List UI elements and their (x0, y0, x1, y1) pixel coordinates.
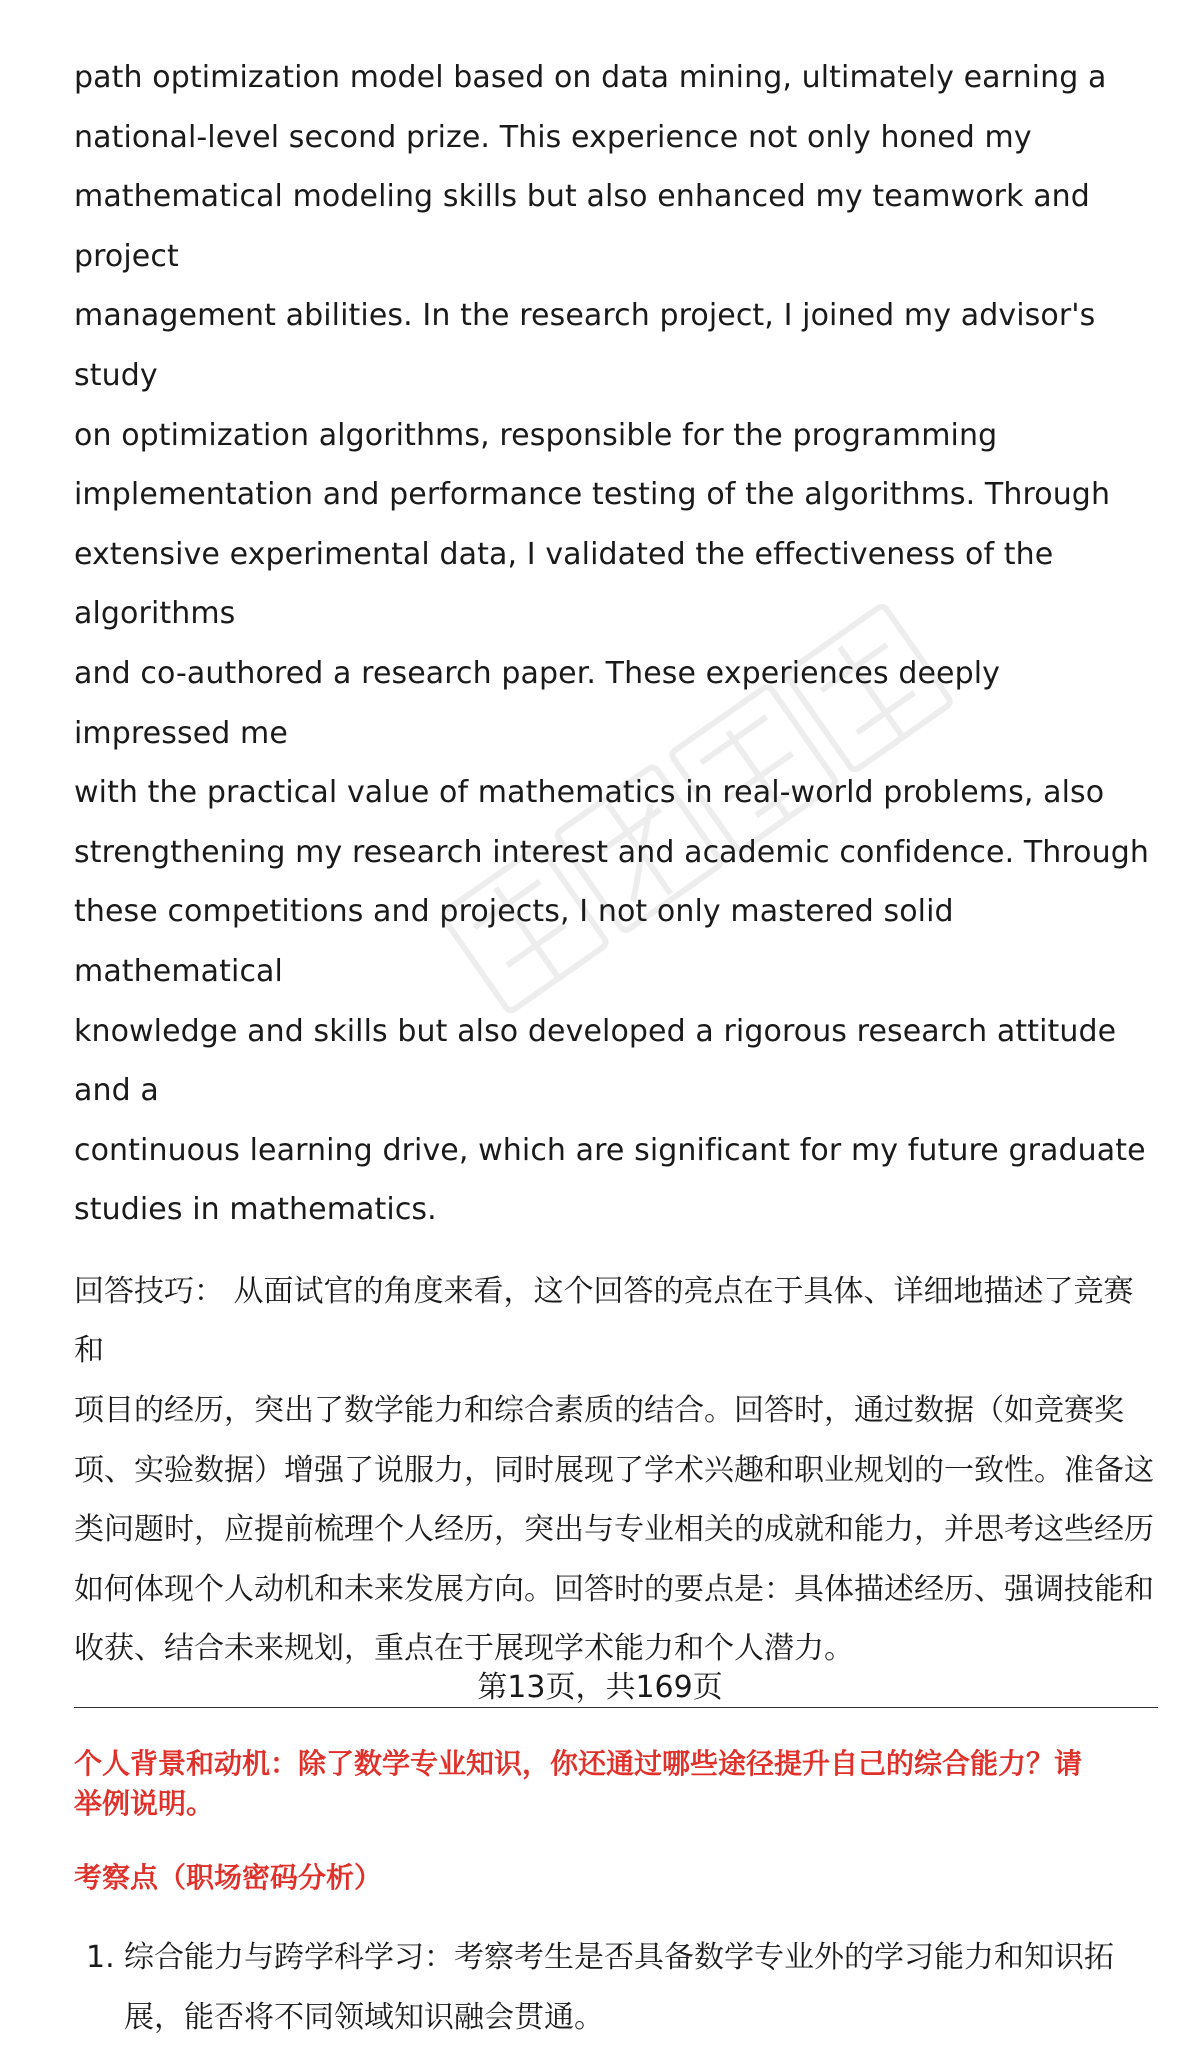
list-item (74, 1928, 1158, 2047)
tip-line: 项、实验数据）增强了说服力，同时展现了学术兴趣和职业规划的一致性。准备这 (74, 1452, 1154, 1488)
paragraph-line: and co-authored a research paper. These experiences deeply impressed me (74, 655, 1001, 751)
list-item-number: 1. (86, 1940, 115, 1976)
answer-paragraph (74, 48, 1158, 1240)
tip-line: 收获、结合未来规划，重点在于展现学术能力和个人潜力。 (74, 1631, 854, 1667)
assessment-points-list (74, 1928, 1158, 2047)
list-item-line: 展，能否将不同领域知识融会贯通。 (124, 1999, 604, 2035)
paragraph-line: with the practical value of mathematics in real-world problems, also (74, 775, 1105, 811)
tip-line: 项目的经历，突出了数学能力和综合素质的结合。回答时，通过数据（如竞赛奖 (74, 1393, 1124, 1429)
list-item-line: 综合能力与跨学科学习：考察考生是否具备数学专业外的学习能力和知识拓 (124, 1940, 1114, 1976)
answer-tips-paragraph (74, 1262, 1158, 1679)
paragraph-line: path optimization model based on data mining, ultimately earning a (74, 60, 1107, 95)
paragraph-line: extensive experimental data, I validated the effectiveness of the algorithms (74, 536, 1054, 632)
page-number-footer: 第13页，共169页 (477, 1670, 723, 1705)
question-line: 个人背景和动机：除了数学专业知识，你还通过哪些途径提升自己的综合能力？请 (74, 1747, 1083, 1781)
paragraph-line: continuous learning drive, which are significant for my future graduate (74, 1132, 1146, 1168)
paragraph-line: these competitions and projects, I not only mastered solid mathematical (74, 894, 954, 989)
question-heading (74, 1744, 1158, 1824)
tip-line: 类问题时，应提前梳理个人经历，突出与专业相关的成就和能力，并思考这些经历 (74, 1512, 1154, 1548)
list-item-text (124, 1928, 1158, 2047)
paragraph-line: implementation and performance testing of the algorithms. Through (74, 477, 1111, 513)
paragraph-line: mathematical modeling skills but also enhanced my teamwork and project (74, 179, 1090, 274)
paragraph-line: on optimization algorithms, responsible for the programming (74, 417, 998, 453)
document-page (74, 48, 1158, 2047)
assessment-points-heading: 考察点（职场密码分析） (74, 1861, 383, 1895)
paragraph-line: studies in mathematics. (74, 1192, 437, 1228)
tip-line: 回答技巧： 从面试官的角度来看，这个回答的亮点在于具体、详细地描述了竞赛和 (74, 1273, 1134, 1369)
paragraph-line: management abilities. In the research project, I joined my advisor's study (74, 298, 1096, 393)
paragraph-line: national-level second prize. This experience not only honed my (74, 119, 1032, 155)
question-line: 举例说明。 (74, 1787, 215, 1821)
paragraph-line: strengthening my research interest and academic confidence. Through (74, 834, 1149, 870)
tip-line: 如何体现个人动机和未来发展方向。回答时的要点是：具体描述经历、强调技能和 (74, 1571, 1154, 1607)
paragraph-line: knowledge and skills but also developed a rigorous research attitude and a (74, 1013, 1117, 1109)
